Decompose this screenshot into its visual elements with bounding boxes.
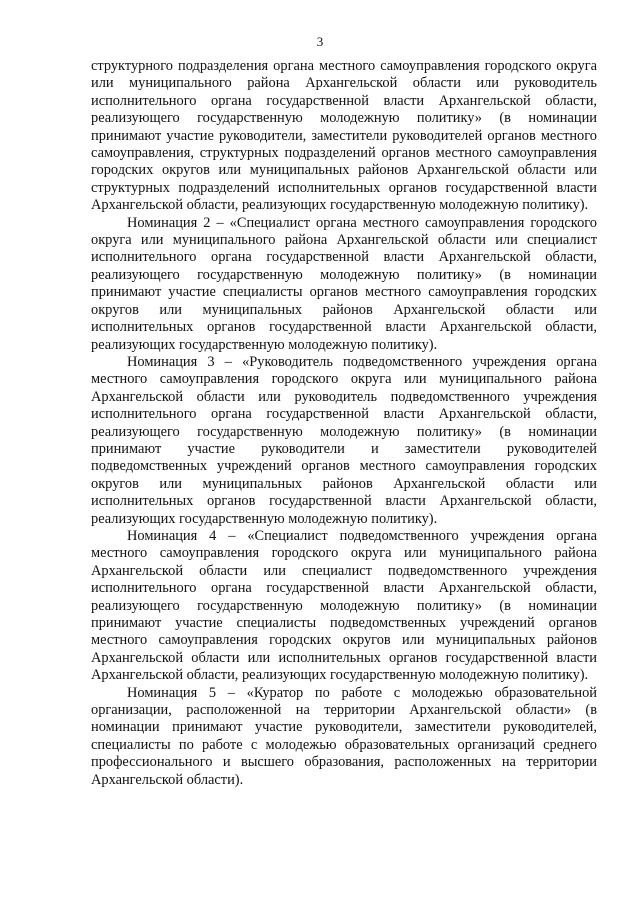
paragraph-nomination-4: Номинация 4 – «Специалист подведомственного учреждения органа местного самоуправления городского округа или муниципального района Архангельской области или специалист подведомственного учреждения исполнительного органа государственной власти Архангельской области, реализующего государственную молодежную политику» (в номинации принимают участие специалисты подведомственных учреждений органов местного самоуправления городских округов или муниципальных районов Архангельской области или исполнительных органов государственной власти Архангельской области, реализующих государственную молодежную политику). <box>91 527 597 684</box>
paragraph-nomination-5: Номинация 5 – «Куратор по работе с молодежью образовательной организации, расположенной на территории Архангельской области» (в номинации принимают участие руководители, заместители руководителей, специалисты по работе с молодежью образовательных организаций среднего профессионального и высшего образования, расположенных на территории Архангельской области). <box>91 684 597 788</box>
page-number: 3 <box>316 34 324 49</box>
paragraph-nomination-3: Номинация 3 – «Руководитель подведомственного учреждения органа местного самоуправления городского округа или муниципального района Архангельской области или руководитель подведомственного учреждения исполнительного органа государственной власти Архангельской области, реализующего государственную молодежную политику» (в номинации принимают участие руководители и заместители руководителей подведомственных учреждений органов местного самоуправления городских округов или муниципальных районов Архангельской области или исполнительных органов государственной власти Архангельской области, реализующих государственную молодежную политику). <box>91 353 597 527</box>
paragraph-continuation: структурного подразделения органа местного самоуправления городского округа или муниципального района Архангельской области или руководитель исполнительного органа государственной власти Архангельской области, реализующего государственную молодежную политику» (в номинации принимают участие руководители, заместители руководителей органов местного самоуправления, структурных подразделений органов местного самоуправления городских округов или муниципальных районов Архангельской области или структурных подразделений исполнительных органов государственной власти Архангельской области, реализующих государственную молодежную политику). <box>91 58 597 214</box>
document-body <box>91 58 597 789</box>
paragraph-nomination-2: Номинация 2 – «Специалист органа местного самоуправления городского округа или муниципального района Архангельской области или специалист исполнительного органа государственной власти Архангельской области, реализующего государственную молодежную политику» (в номинации принимают участие специалисты органов местного самоуправления городских округов или муниципальных районов Архангельской области или исполнительных органов государственной власти Архангельской области, реализующих государственную молодежную политику). <box>91 214 597 353</box>
